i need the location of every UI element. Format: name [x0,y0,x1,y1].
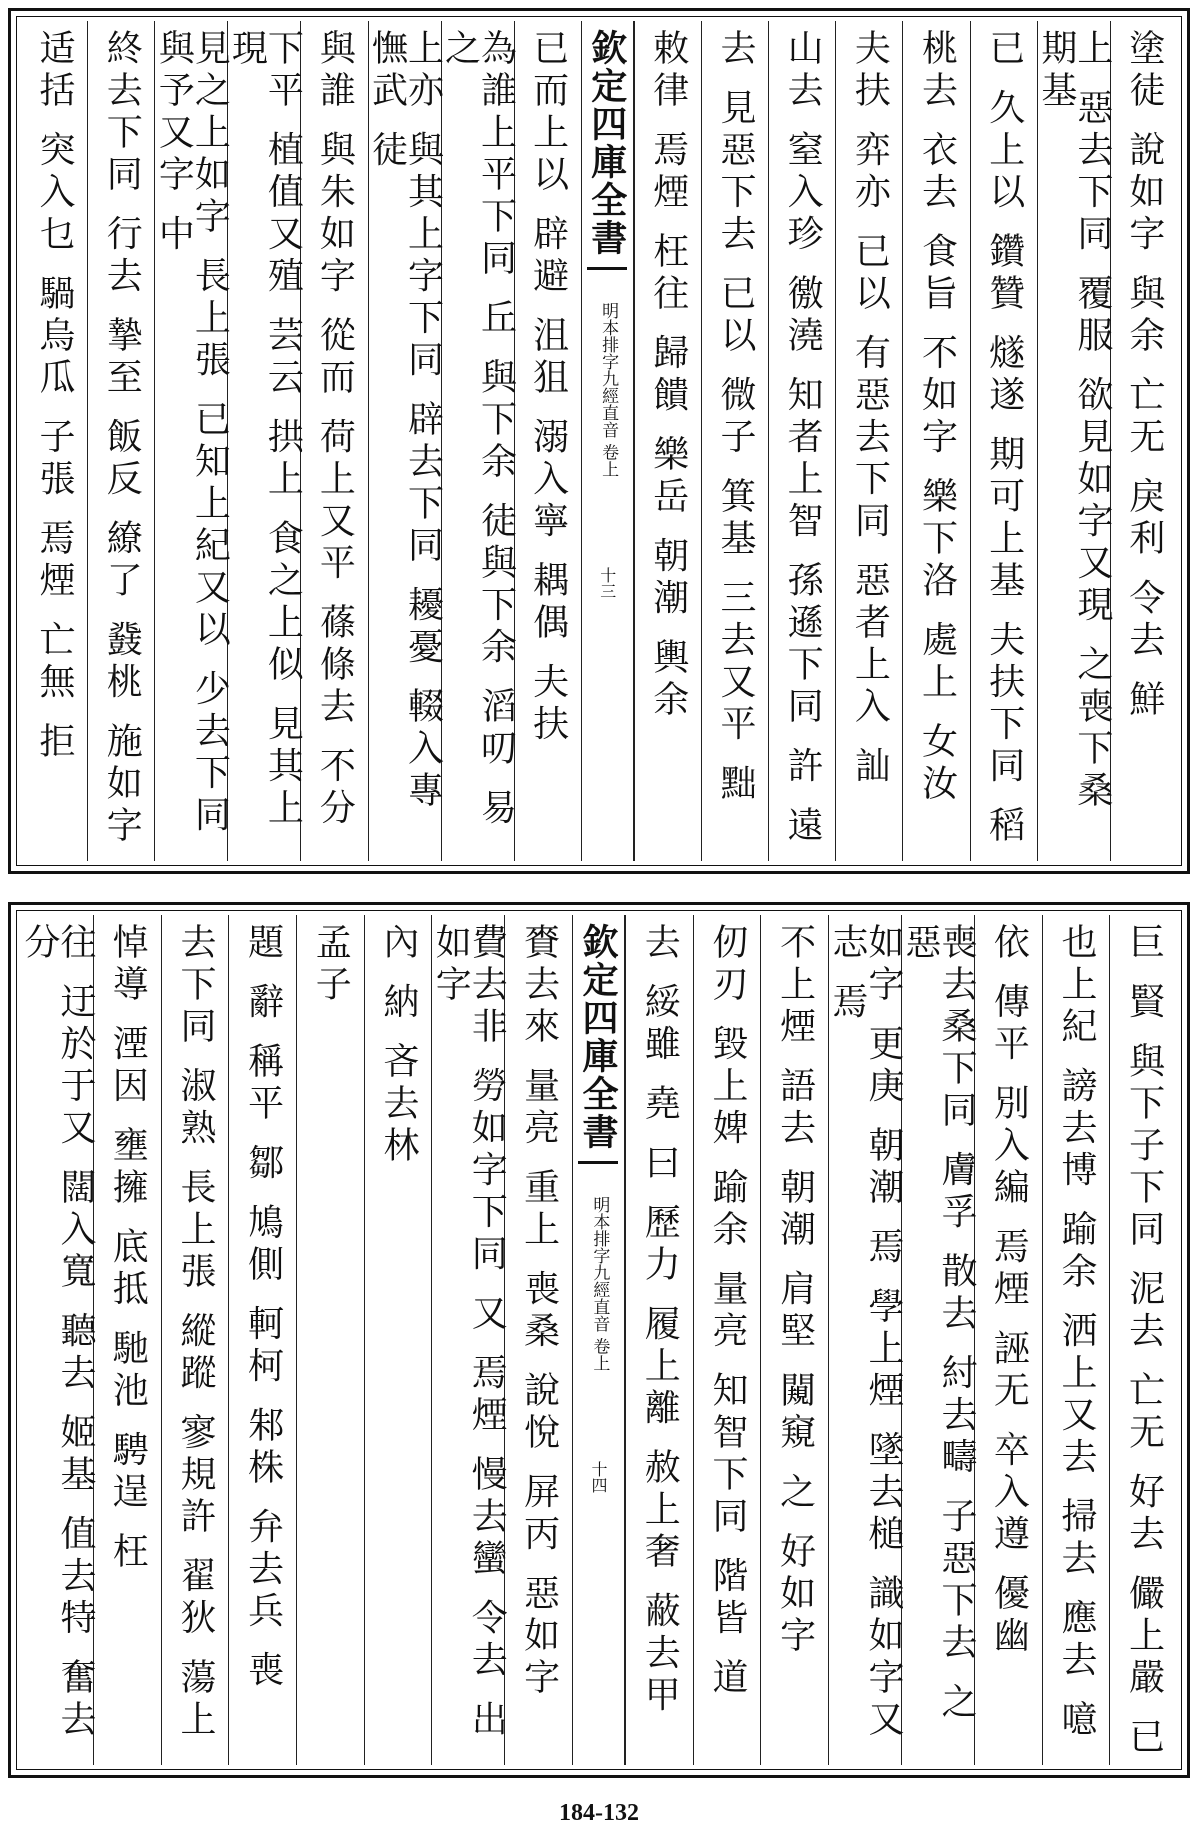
text-column [902,21,969,861]
text-column [835,21,902,861]
column-text: 已 久上以 鑽贊 燧遂 期可上基 夫扶下同 稻 [983,29,1025,848]
column-text: 內 納 吝去林 [377,923,419,1168]
upper-page [8,8,1190,874]
text-column [693,915,761,1765]
text-column [161,915,229,1765]
column-text: 夫扶 弈亦 已以 有惡去下同 惡者上入 訕 [849,29,891,789]
text-column [768,21,835,861]
text-column [1042,915,1110,1765]
column-text: 如字 更庚 朝潮 焉 學上煙 墜去槌 識如字又志 焉 [826,923,904,1742]
column-text: 上 惡去下同 覆服 欲見如字又現 之喪下桑 期基 [1035,29,1113,813]
text-column [634,21,701,861]
text-column [153,21,231,861]
column-text: 賚去來 量亮 重上 喪桑 說悅 屏丙 惡如字 [518,923,560,1700]
column-text: 為誰上平下同 丘 與下余 徒與下余 滔叨 易之 [439,29,517,831]
center-title-strip [581,21,634,861]
text-column [21,21,87,861]
text-column [899,915,977,1765]
text-column [226,21,304,861]
volume-subtitle: 明本排字九經直音 卷上 [598,302,619,478]
text-column [296,915,364,1765]
column-text: 下平 植值又殖 芸云 拱上 食之上似 見其上現 [226,29,304,831]
text-column [514,21,581,861]
column-text: 題 辭 稱平 鄒 鳩側 軻柯 邾株 弁去兵 喪 [242,923,284,1693]
upper-columns [21,21,1177,861]
lower-page [8,902,1190,1778]
text-column [93,915,161,1765]
column-text: 仞刃 毀上婢 踰余 量亮 知智下同 階皆 道 [706,923,748,1700]
column-text: 也上紀 謗去博 踰余 洒上又去 掃去 應去 噫 [1055,923,1097,1742]
text-column [701,21,768,861]
book-title: 欽定四庫全書 [576,923,619,1151]
column-text: 敕律 焉煙 枉往 歸饋 樂岳 朝潮 輿余 [647,29,689,722]
text-column [364,915,432,1765]
column-text: 去下同 淑熟 長上張 縱蹤 寥規許 翟狄 蕩上 [174,923,216,1742]
text-column [87,21,154,861]
column-text: 上亦 與其上字下同 辟去下同 耰憂 輟入專 憮武 徒 [366,29,444,813]
column-text: 巨 賢 與下子下同 泥去 亡无 好去 儼上嚴 已 [1123,923,1165,1760]
column-text: 孟子 [310,923,352,1007]
text-column [228,915,296,1765]
book-title: 欽定四庫全書 [585,29,628,257]
column-text: 喪去桑下同 膚孚 散去 紂去疇 子惡下去 之惡 [899,923,977,1725]
text-column [430,915,508,1765]
page-number: 184-132 [559,1800,639,1826]
column-text: 已而上以 辟避 沮狙 溺入寧 耦偶 夫扶 [527,29,569,747]
column-text: 去 見惡下去 已以 微子 箕基 三去又平 黜 [714,29,756,806]
text-column [439,21,517,861]
column-text: 與誰 與朱如字 從而 荷上又平 蓧條去 不分 [314,29,356,831]
folio-number: 十三 [597,567,617,600]
column-text: 适括 突入乜 騧烏瓜 子張 焉煙 亡無 拒 [34,29,76,764]
column-text: 悼導 湮因 壅擁 底抵 馳池 騁逞 枉 [107,923,149,1574]
column-text: 費去非 勞如字下同 又 焉煙 慢去蠻 令去 出如字 [430,923,508,1742]
column-text: 終去下同 行去 摯至 飯反 繚了 鼗桃 施如字 [101,29,143,848]
text-column [1035,21,1113,861]
text-column [826,915,904,1765]
column-text: 塗徒 說如字 與余 亡无 戾利 令去 鮮 [1123,29,1165,722]
center-title-strip [572,915,625,1765]
volume-subtitle: 明本排字九經直音 卷上 [589,1196,610,1372]
column-text: 去 綏雖 堯 曰 歷力 履上離 赦上奢 蔽去甲 [639,923,681,1718]
text-column [970,21,1037,861]
text-column [366,21,444,861]
fish-tail-mark [587,267,627,292]
lower-columns [18,915,1177,1765]
column-text: 往 迂於于又 闊入寬 聽去 姬基 值去特 奮去分 [18,923,96,1742]
column-text: 見之上如字 長上張 已知上紀又以 少去下同 與予又字 中 [153,29,231,838]
text-column [1110,21,1177,861]
text-column [504,915,572,1765]
text-column [1109,915,1177,1765]
folio-number: 十四 [588,1461,608,1494]
text-column [760,915,828,1765]
text-column [300,21,367,861]
text-column [625,915,693,1765]
column-text: 桃去 衣去 食旨 不如字 樂下洛 處上 女汝 [916,29,958,806]
text-column [18,915,96,1765]
column-text: 不上煙 語去 朝潮 肩堅 闚窺 之 好如字 [774,923,816,1658]
column-text: 山去 窒入珍 徼澆 知者上智 孫遜下同 許 遠 [782,29,824,848]
fish-tail-mark [578,1161,618,1186]
text-column [974,915,1042,1765]
column-text: 依 傳平 別入編 焉煙 誣无 卒入遵 優幽 [988,923,1030,1658]
